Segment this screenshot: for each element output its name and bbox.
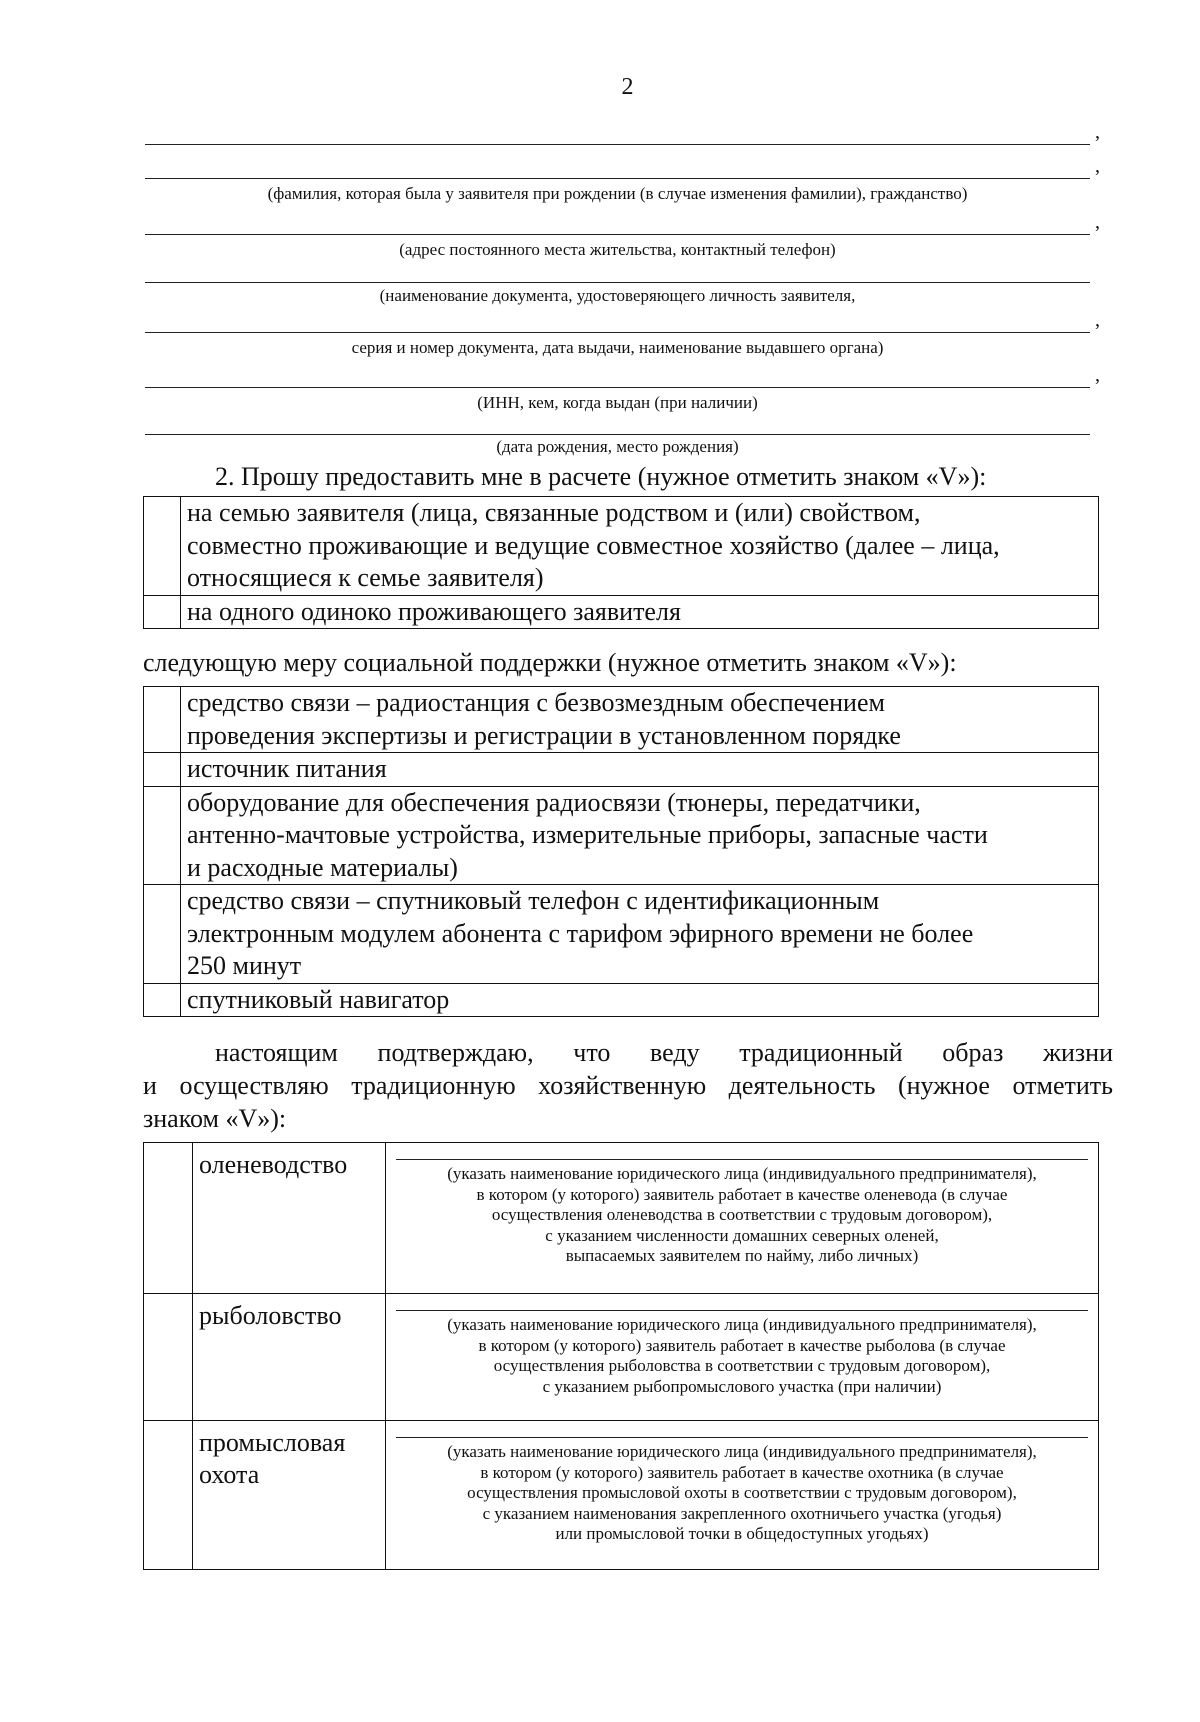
activity-caption-line: в котором (у которого) заявитель работает в качестве охотника (в случае [480,1462,1004,1482]
option-line: и расходные материалы) [187,852,458,882]
caption-birth: (дата рождения, место рождения) [496,437,739,456]
checkbox-radio-equipment[interactable] [144,786,181,885]
comma: , [1095,155,1100,177]
activity-caption-line: (указать наименование юридического лица (индивидуального предпринимателя), [447,1164,1037,1183]
checkbox-family[interactable] [144,497,181,596]
option-line: проведения экспертизы и регистрации в установленном порядке [187,720,901,750]
option-line: относящиеся к семье заявителя) [187,563,544,592]
fill-line-birth[interactable] [145,434,1090,435]
activity-row [144,1421,1099,1570]
caption-id-document: (наименование документа, удостоверяющего личность заявителя, [379,286,856,305]
comma: , [1095,309,1100,331]
activity-caption-line: в котором (у которого) заявитель работает в качестве оленевода (в случае [476,1184,1008,1204]
checkbox-satellite-phone[interactable] [144,885,181,984]
activity-row [144,1143,1099,1294]
checkbox-power-source[interactable] [144,753,181,787]
comma: , [1095,364,1100,386]
option-text [181,497,1099,596]
option-line: совместно проживающие и ведущие совместное хозяйство (далее – лица, [187,530,1000,560]
activity-description [386,1294,1099,1421]
option-text [181,983,1099,1017]
activity-caption-line: (указать наименование юридического лица (индивидуального предпринимателя), [447,1315,1037,1334]
fill-line-birth-surname[interactable] [145,155,1100,179]
activity-caption-line: выпасаемых заявителем по найму, либо личных) [565,1246,919,1265]
option-row [144,595,1099,629]
option-line: на одного одиноко проживающего заявителя [187,596,681,626]
activity-caption-line: (указать наименование юридического лица (индивидуального предпринимателя), [447,1442,1037,1461]
family-options-table [143,496,1099,629]
fill-line-document-details[interactable] [145,309,1100,333]
option-line: спутниковый навигатор [187,984,450,1014]
comma: , [1095,211,1100,233]
option-row [144,753,1099,787]
confirm-line-1: настоящим подтверждаю, что веду традиционный образ жизни [215,1038,1113,1067]
activity-fill-line[interactable] [396,1437,1088,1438]
checkbox-hunting[interactable] [144,1421,193,1570]
activity-name [193,1294,386,1421]
activity-name-line: оленеводство [199,1150,348,1179]
checkbox-satellite-navigator[interactable] [144,983,181,1017]
option-text [181,786,1099,885]
option-line: 250 минут [187,951,302,980]
option-row [144,885,1099,984]
option-row [144,687,1099,753]
checkbox-single[interactable] [144,595,181,629]
option-line: на семью заявителя (лица, связанные родством и (или) свойством, [187,498,921,527]
checkbox-reindeer-herding[interactable] [144,1143,193,1294]
page-number: 2 [621,74,634,100]
activity-caption-line: осуществления рыболовства в соответствии с трудовым договором), [493,1356,991,1375]
activity-fill-line[interactable] [396,1159,1088,1160]
activity-name [193,1421,386,1570]
option-line: оборудование для обеспечения радиосвязи (тюнеры, передатчики, [187,787,921,817]
confirm-line-3: знаком «V»): [143,1104,287,1133]
option-line: антенно-мачтовые устройства, измерительные приборы, запасные части [187,820,988,849]
option-row [144,786,1099,885]
option-text [181,885,1099,984]
comma: , [1095,121,1100,143]
option-row [144,497,1099,596]
activity-description [386,1421,1099,1570]
activity-caption-line: с указанием наименования закрепленного охотничьего участка (угодья) [482,1503,1002,1523]
confirm-line-2: и осуществляю традиционную хозяйственную деятельность (нужное отметить [143,1071,1113,1100]
option-text [181,753,1099,787]
activity-caption-line: в котором (у которого) заявитель работает в качестве рыболова (в случае [478,1335,1006,1355]
caption-inn: (ИНН, кем, когда выдан (при наличии) [477,393,758,412]
option-line: источник питания [187,754,387,783]
activity-name-line: рыболовство [199,1301,342,1330]
option-line: средство связи – радиостанция с безвозмездным обеспечением [187,688,885,717]
activity-caption-line: осуществления промысловой охоты в соответствии с трудовым договором), [467,1483,1017,1502]
section-2-heading: 2. Прошу предоставить мне в расчете (нужное отметить знаком «V»): [215,462,987,491]
support-heading: следующую меру социальной поддержки (нужное отметить знаком «V»): [143,648,957,677]
option-row [144,983,1099,1017]
activity-caption-line: с указанием рыбопромыслового участка (при наличии) [542,1376,942,1396]
activity-caption-line: осуществления оленеводства в соответствии с трудовым договором), [491,1205,993,1224]
fill-line-id-document[interactable] [145,282,1090,283]
activity-caption-line: с указанием численности домашних северных оленей, [545,1225,939,1245]
activity-caption-line: или промысловой точки в общедоступных угодьях) [555,1524,929,1543]
caption-document-details: серия и номер документа, дата выдачи, наименование выдавшего органа) [351,338,884,357]
activities-table [143,1142,1099,1570]
option-line: средство связи – спутниковый телефон с идентификационным [187,886,880,915]
support-options-table [143,686,1099,1017]
option-text [181,687,1099,753]
fill-line-inn[interactable] [145,364,1100,388]
activity-row [144,1294,1099,1421]
option-text [181,595,1099,629]
activity-name [193,1143,386,1294]
fill-line-name[interactable] [145,121,1100,145]
caption-address: (адрес постоянного места жительства, контактный телефон) [399,240,836,259]
activity-description [386,1143,1099,1294]
checkbox-radio-station[interactable] [144,687,181,753]
option-line: электронным модулем абонента с тарифом эфирного времени не более [187,918,974,948]
activity-fill-line[interactable] [396,1310,1088,1311]
caption-birth-surname: (фамилия, которая была у заявителя при рождении (в случае изменения фамилии), гражданство) [267,184,968,203]
activity-name-line: промысловая [199,1428,346,1457]
activity-name-line: охота [199,1460,260,1489]
checkbox-fishing[interactable] [144,1294,193,1421]
fill-line-address[interactable] [145,211,1100,235]
